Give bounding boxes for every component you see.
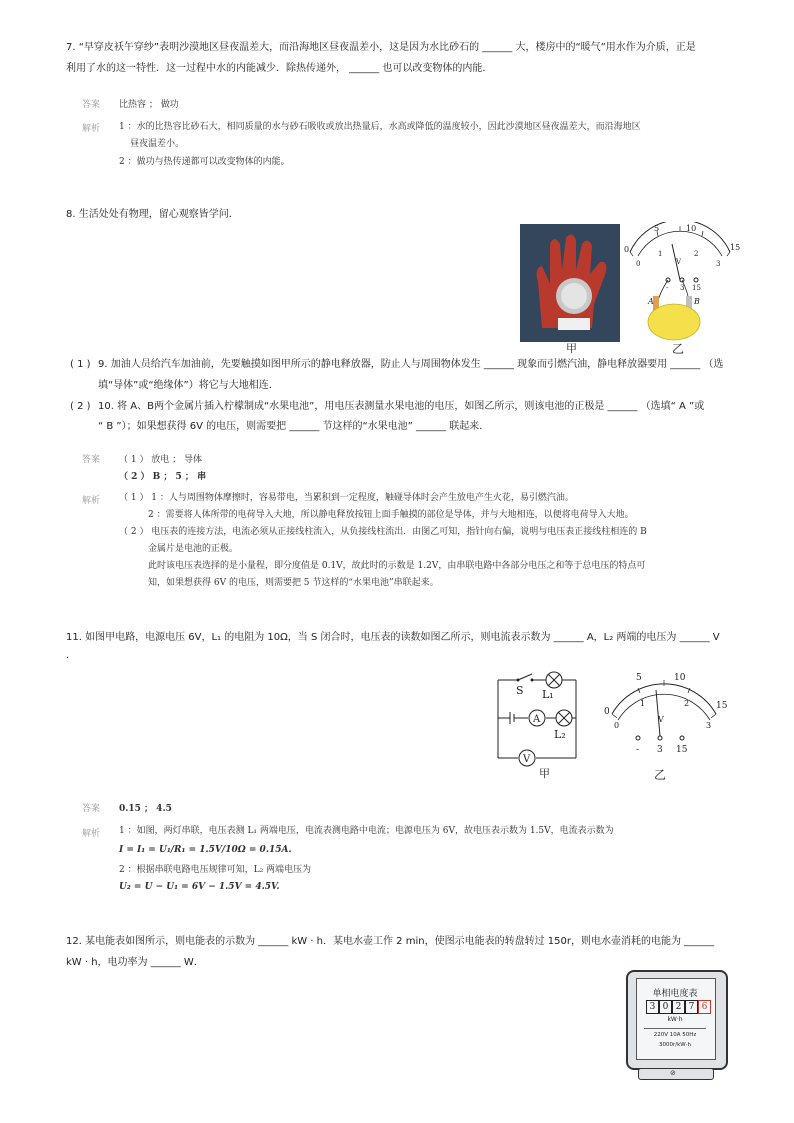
q8-answer-1: （ 1 ） 放电 ； 导体 xyxy=(119,455,203,465)
q8-sub2-line1: 10. 将 A、B两个金属片插入柠檬制成“水果电池”，用电压表测量水果电池的电压，如图乙所示，则该电池的正极是 ______ （选填“ A ”或 xyxy=(98,401,705,412)
meter-digit: 3 xyxy=(646,1000,659,1014)
q7-answer: 比热容 ； 做功 xyxy=(119,100,179,110)
q8-stem: 8. 生活处处有物理，留心观察皆学问． xyxy=(66,209,239,220)
answer-label: 答案 xyxy=(82,455,101,465)
q8-exp6: 知，如果想获得 6V 的电压，则需要把 5 节这样的“水果电池”串联起来。 xyxy=(148,578,439,588)
voltmeter-symbol-label: V xyxy=(523,754,531,765)
circuit-figure xyxy=(492,664,592,780)
q8-sub1-line1: 9. 加油人员给汽车加油前，先要触摸如图甲所示的静电释放器，防止人与周围物体发生 ______ 现象而引燃汽油，静电释放器要用 ______ （选 xyxy=(98,359,724,370)
dial-tick-top-10: 10 xyxy=(674,673,686,683)
meter-base xyxy=(638,1068,714,1080)
svg-text:3: 3 xyxy=(680,284,685,292)
switch-label: S xyxy=(516,684,524,697)
meter-digit: 2 xyxy=(672,1000,685,1014)
discharger-illustration xyxy=(520,224,620,342)
meter-title: 单相电度表 xyxy=(652,989,698,999)
terminal-3: 3 xyxy=(657,745,663,755)
q8-sub1-line2: 填“导体”或“绝缘体”）将它与大地相连． xyxy=(98,380,279,391)
svg-text:2: 2 xyxy=(694,250,699,258)
dial-tick-bottom-2: 2 xyxy=(684,699,690,708)
analysis-label: 解析 xyxy=(82,496,101,506)
svg-text:B: B xyxy=(694,297,700,306)
meter-digits xyxy=(646,1000,711,1014)
dial-tick-top-15: 15 xyxy=(716,701,728,711)
svg-text:5: 5 xyxy=(654,224,660,233)
svg-text:V: V xyxy=(676,258,682,266)
dial-tick-top-0: 0 xyxy=(604,707,610,717)
analysis-label: 解析 xyxy=(82,829,101,839)
q7-exp1b: 昼夜温差小。 xyxy=(130,139,185,149)
svg-text:0: 0 xyxy=(636,260,641,268)
meter-spec-1: 220V 10A 50Hz xyxy=(653,1032,697,1038)
dial-needle xyxy=(656,690,660,736)
dial-tick-bottom-3: 3 xyxy=(706,721,712,730)
meter-unit: kW·h xyxy=(667,1016,683,1023)
q12-stem-line2: kW · h，电功率为 ______ W． xyxy=(66,957,204,968)
q8-exp2: 2 ：需要将人体所带的电荷导入大地，所以静电释放按钮上面手触摸的部位是导体，并与大地相连，以便将电荷导入大地。 xyxy=(148,510,634,520)
q11-exp4-formula: U₂ = U − U₁ = 6V − 1.5V = 4.5V. xyxy=(119,882,280,892)
meter-knob-icon: ⊘ xyxy=(670,1069,676,1077)
q7-exp1: 1 ：水的比热容比砂石大，相同质量的水与砂石吸收或放出热量后，水高或降低的温度较小，因此沙漠地区昼夜温差大，而沿海地区 xyxy=(119,122,641,132)
q8-exp1: （ 1 ） 1 ：人与周围物体摩擦时，容易带电，当累积到一定程度，触碰导体时会产生放电产生火花，易引燃汽油。 xyxy=(119,493,574,503)
energy-meter xyxy=(626,970,726,1082)
svg-text:0: 0 xyxy=(624,245,630,254)
svg-text:1: 1 xyxy=(658,250,663,258)
dial-tick-bottom-1: 1 xyxy=(640,699,646,708)
ammeter-label: A xyxy=(533,714,541,725)
fig-jia-caption: 甲 xyxy=(566,342,577,355)
q7-exp2: 2 ：做功与热传递都可以改变物体的内能。 xyxy=(119,157,290,167)
q11-answer: 0.15 ； 4.5 xyxy=(119,804,172,814)
svg-text:3: 3 xyxy=(716,260,721,268)
answer-label: 答案 xyxy=(82,804,101,814)
q11-exp2-formula: I = I₁ = U₁/R₁ = 1.5V/10Ω = 0.15A. xyxy=(119,845,292,855)
q11-stem-line2: . xyxy=(66,650,70,661)
voltmeter-figure xyxy=(596,668,732,758)
terminal-15: 15 xyxy=(676,745,688,755)
q7-stem-line2: 利用了水的这一特性．这一过程中水的内能减少．除热传递外， ______ 也可以改变物体的内能． xyxy=(66,63,493,74)
q8-sub1-number: ( 1 ) xyxy=(70,359,91,370)
dial-v-label: V xyxy=(658,715,664,724)
q8-exp4: 金属片是电池的正极。 xyxy=(148,544,239,554)
voltmeter-caption: 乙 xyxy=(654,768,667,782)
meter-digit: 7 xyxy=(685,1000,698,1014)
q8-answer-2: （ 2 ） B ； 5 ； 串 xyxy=(119,472,207,482)
dial-tick-bottom-0: 0 xyxy=(614,721,620,730)
svg-text:15: 15 xyxy=(692,284,701,292)
analysis-label: 解析 xyxy=(82,124,101,134)
lamp-l1-label: L₁ xyxy=(542,688,554,701)
q8-exp5: 此时该电压表选择的是小量程，即分度值是 0.1V，故此时的示数是 1.2V，由串联电路中各部分电压之和等于总电压的特点可 xyxy=(148,561,646,571)
lamp-l2-label: L₂ xyxy=(554,728,566,741)
q11-stem-line1: 11. 如图甲电路，电源电压 6V，L₁ 的电阻为 10Ω，当 S 闭合时，电压表的读数如图乙所示，则电流表示数为 ______ A，L₂ 两端的电压为 ______ V xyxy=(66,632,720,643)
terminal-neg: - xyxy=(636,745,640,755)
discharger-photo xyxy=(520,224,620,342)
meter-digit-decimal: 6 xyxy=(698,1000,711,1014)
svg-text:10: 10 xyxy=(686,224,697,233)
q11-exp1: 1 ：如图，两灯串联，电压表测 L₁ 两端电压，电流表测电路中电流；电源电压为 6V，故电压表示数为 1.5V，电流表示数为 xyxy=(119,826,614,836)
svg-text:A: A xyxy=(648,297,654,306)
q11-exp3: 2 ：根据串联电路电压规律可知，L₂ 两端电压为 xyxy=(119,865,312,875)
q8-sub2-number: ( 2 ) xyxy=(70,401,91,412)
answer-label: 答案 xyxy=(82,100,101,110)
q7-stem-line1: 7. “早穿皮袄午穿纱”表明沙漠地区昼夜温差大，而沿海地区昼夜温差小，这是因为水比砂石的 ______ 大，楼房中的“暖气”用水作为介质，正是 xyxy=(66,42,696,53)
q8-exp3: （ 2 ） 电压表的连接方法，电流必须从正接线柱流入，从负接线柱流出．由图乙可知，指针向右偏，说明与电压表正接线柱相连的 B xyxy=(119,527,647,537)
q8-sub2-line2: “ B ”）；如果想获得 6V 的电压，则需要把 ______ 节这样的“水果电池” ______ 联起来． xyxy=(98,421,490,432)
voltmeter-dial xyxy=(596,668,732,758)
meter-spec-2: 3000r/kW·h xyxy=(659,1042,691,1048)
circuit-diagram xyxy=(492,664,592,780)
svg-text:-: - xyxy=(666,284,669,292)
meter-digit: 0 xyxy=(659,1000,672,1014)
dial-tick-top-5: 5 xyxy=(636,673,642,683)
q12-stem-line1: 12. 某电能表如图所示，则电能表的示数为 ______ kW · h．某电水壶工作 2 min，使图示电能表的转盘转过 150r，则电水壶消耗的电能为 ______ xyxy=(66,936,715,947)
fig-yi-caption: 乙 xyxy=(672,342,685,356)
circuit-caption: 甲 xyxy=(539,767,550,780)
svg-text:15: 15 xyxy=(730,243,740,252)
